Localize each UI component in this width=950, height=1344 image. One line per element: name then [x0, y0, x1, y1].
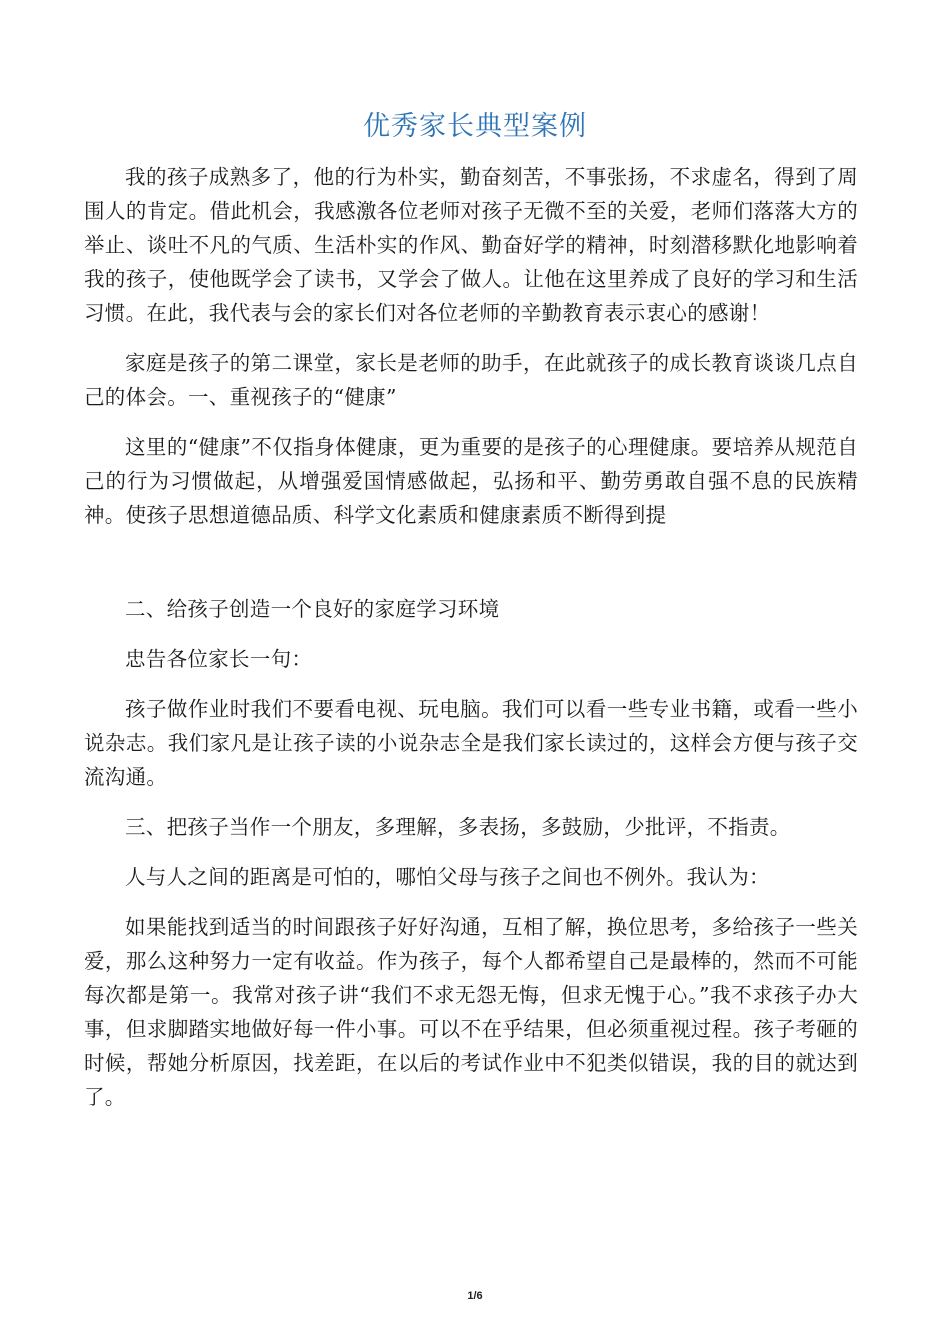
paragraph-2: 家庭是孩子的第二课堂，家长是老师的助手，在此就孩子的成长教育谈谈几点自己的体会。一、重视孩子的“健康”: [84, 351, 858, 409]
paragraph-6: 人与人之间的距离是可怕的，哪怕父母与孩子之间也不例外。我认为：: [125, 865, 770, 889]
section-heading-3: 三、把孩子当作一个朋友，多理解，多表扬，多鼓励，少批评，不指责。: [125, 815, 791, 839]
section-heading-2: 二、给孩子创造一个良好的家庭学习环境: [125, 597, 500, 621]
paragraph-5: 孩子做作业时我们不要看电视、玩电脑。我们可以看一些专业书籍，或看一些小说杂志。我们家凡是让孩子读的小说杂志全是我们家长读过的，这样会方便与孩子交流沟通。: [84, 697, 858, 789]
paragraph-1: 我的孩子成熟多了，他的行为朴实，勤奋刻苦，不事张扬，不求虚名，得到了周围人的肯定。借此机会，我感激各位老师对孩子无微不至的关爱，老师们落落大方的举止、谈吐不凡的气质、生活朴实的作风、勤奋好学的精神，时刻潜移默化地影响着我的孩子，使他既学会了读书，又学会了做人。让他在这里养成了良好的学习和生活习惯。在此，我代表与会的家长们对各位老师的辛勤教育表示衷心的感谢！: [84, 165, 858, 325]
page-number: 1/6: [467, 1290, 483, 1302]
paragraph-7: 如果能找到适当的时间跟孩子好好沟通，互相了解，换位思考，多给孩子一些关爱，那么这种努力一定有收益。作为孩子，每个人都希望自己是最棒的，然而不可能每次都是第一。我常对孩子讲“我们不求无怨无悔，但求无愧于心。”我不求孩子办大事，但求脚踏实地做好每一件小事。可以不在乎结果，但必须重视过程。孩子考砸的时候，帮她分析原因，找差距，在以后的考试作业中不犯类似错误，我的目的就达到了。: [84, 915, 858, 1109]
paragraph-4: 忠告各位家长一句：: [125, 647, 313, 671]
document-title: 优秀家长典型案例: [363, 111, 587, 142]
paragraph-3: 这里的“健康”不仅指身体健康，更为重要的是孩子的心理健康。要培养从规范自己的行为习惯做起，从增强爱国情感做起，弘扬和平、勤劳勇敢自强不息的民族精神。使孩子思想道德品质、科学文化素质和健康素质不断得到提: [84, 435, 858, 527]
document-body: [84, 160, 858, 1114]
